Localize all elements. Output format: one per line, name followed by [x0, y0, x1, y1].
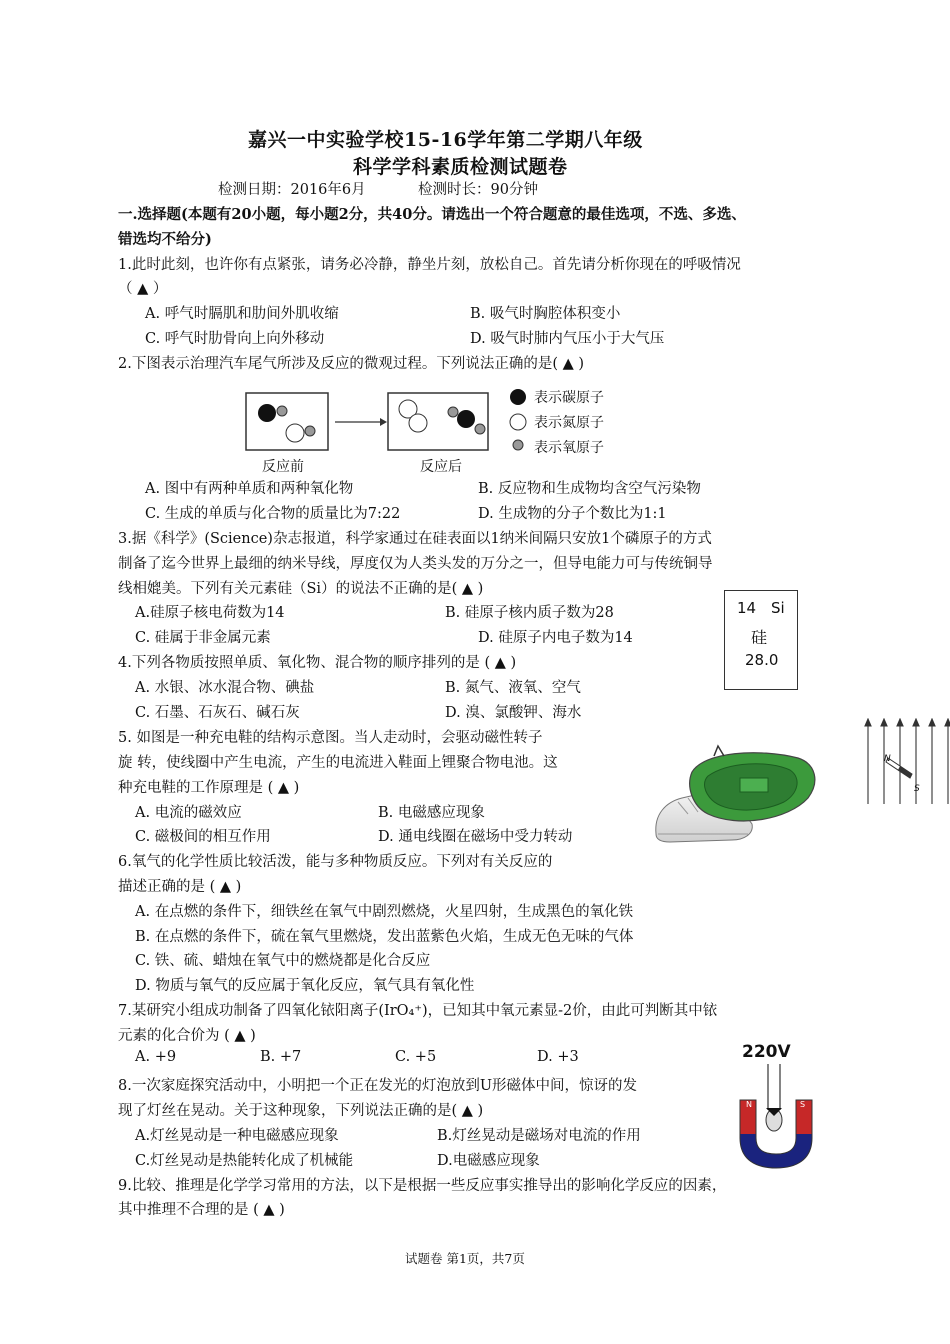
- compass-n-label: N: [884, 754, 891, 764]
- section-heading-line-1: 一.选择题(本题有20小题，每小题2分，共40分。请选出一个符合题意的最佳选项，不选、多选、: [118, 206, 746, 223]
- q7-option-c: C. +5: [395, 1049, 437, 1065]
- charging-shoe-image: [648, 742, 820, 848]
- label-after: 反应后: [420, 459, 462, 475]
- q2-option-c: C. 生成的单质与化合物的质量比为7:22: [145, 506, 401, 522]
- carbon-atom: [457, 410, 475, 428]
- legend-nitrogen: 表示氮原子: [534, 415, 604, 431]
- q4-option-d: D. 溴、氯酸钾、海水: [445, 705, 582, 721]
- title-line-1: 嘉兴一中实验学校15-16学年第二学期八年级: [248, 129, 643, 151]
- q5-stem-2: 旋 转，使线圈中产生电流，产生的电流进入鞋面上锂聚合物电池。这: [118, 755, 558, 771]
- magnetic-field-compass: [862, 718, 950, 806]
- q8-option-b: B.灯丝晃动是磁场对电流的作用: [437, 1128, 641, 1144]
- q7-option-d: D. +3: [537, 1049, 579, 1065]
- q1-answer-blank: （ ▲ ）: [118, 281, 168, 297]
- q1-stem: 1.此时此刻，也许你有点紧张，请务必冷静，静坐片刻，放松自己。首先请分析你现在的呼吸情况: [118, 257, 741, 273]
- q1-option-b: B. 吸气时胸腔体积变小: [470, 306, 621, 322]
- q1-option-a: A. 呼气时膈肌和肋间外肌收缩: [145, 306, 339, 322]
- legend-carbon: 表示碳原子: [534, 390, 604, 406]
- q7-option-b: B. +7: [260, 1049, 302, 1065]
- q9-stem-1: 9.比较、推理是化学学习常用的方法，以下是根据一些反应事实推导出的影响化学反应的因素，: [118, 1178, 727, 1194]
- q3-option-a: A.硅原子核电荷数为14: [135, 605, 285, 621]
- element-symbol: Si: [771, 599, 785, 617]
- element-atomic-number: 14: [737, 599, 757, 617]
- q2-option-a: A. 图中有两种单质和两种氧化物: [145, 481, 354, 497]
- q7-stem-1: 7.某研究小组成功制备了四氧化铱阳离子(IrO₄⁺)，已知其中氧元素显-2价，由此可判断其中铱: [118, 1003, 718, 1019]
- q7-stem-2: 元素的化合价为 ( ▲ ): [118, 1028, 256, 1044]
- q9-stem-2: 其中推理不合理的是 ( ▲ ): [118, 1202, 285, 1218]
- q2-stem: 2.下图表示治理汽车尾气所涉及反应的微观过程。下列说法正确的是( ▲ ): [118, 356, 585, 372]
- q6-option-b: B. 在点燃的条件下，硫在氧气里燃烧，发出蓝紫色火焰，生成无色无味的气体: [135, 929, 634, 945]
- q5-stem-3: 种充电鞋的工作原理是 ( ▲ ): [118, 780, 300, 796]
- q4-option-c: C. 石墨、石灰石、碱石灰: [135, 705, 300, 721]
- page-footer: 试题卷 第1页，共7页: [405, 1251, 525, 1266]
- q5-option-a: A. 电流的磁效应: [135, 805, 242, 821]
- q4-option-b: B. 氮气、液氧、空气: [445, 680, 581, 696]
- q5-stem-1: 5. 如图是一种充电鞋的结构示意图。当人走动时，会驱动磁性转子: [118, 730, 543, 746]
- element-name: 硅: [751, 628, 768, 647]
- element-mass: 28.0: [745, 651, 779, 669]
- q5-option-b: B. 电磁感应现象: [378, 805, 485, 821]
- q5-option-c: C. 磁极间的相互作用: [135, 829, 271, 845]
- q6-option-a: A. 在点燃的条件下，细铁丝在氧气中剧烈燃烧，火星四射，生成黑色的氧化铁: [135, 904, 634, 920]
- q8-stem-2: 现了灯丝在晃动。关于这种现象，下列说法正确的是( ▲ ): [118, 1103, 484, 1119]
- q3-stem-1: 3.据《科学》(Science)杂志报道，科学家通过在硅表面以1纳米间隔只安放1个磷原子的方式: [118, 531, 712, 547]
- q3-option-c: C. 硅属于非金属元素: [135, 630, 271, 646]
- q2-option-d: D. 生成物的分子个数比为1:1: [478, 506, 667, 522]
- legend-carbon-icon: [510, 389, 526, 405]
- q3-stem-3: 线相媲美。下列有关元素硅（Si）的说法不正确的是( ▲ ): [118, 581, 484, 597]
- q6-option-c: C. 铁、硫、蜡烛在氧气中的燃烧都是化合反应: [135, 953, 431, 969]
- title-line-2: 科学学科素质检测试题卷: [353, 156, 568, 178]
- legend-oxygen: 表示氧原子: [534, 440, 604, 456]
- q4-option-a: A. 水银、冰水混合物、碘盐: [135, 680, 315, 696]
- oxygen-atom: [475, 424, 485, 434]
- exam-duration: 检测时长：90分钟: [418, 182, 538, 198]
- q3-option-d: D. 硅原子内电子数为14: [478, 630, 633, 646]
- before-box: [246, 393, 328, 450]
- compass-s-label: S: [914, 784, 920, 794]
- q1-option-c: C. 呼气时肋骨向上向外移动: [145, 331, 325, 347]
- oxygen-atom: [448, 407, 458, 417]
- carbon-atom: [258, 404, 276, 422]
- exam-date: 检测日期：2016年6月: [218, 182, 366, 198]
- legend-oxygen-icon: [513, 440, 523, 450]
- nitrogen-atom: [286, 424, 304, 442]
- oxygen-atom: [277, 406, 287, 416]
- q3-option-b: B. 硅原子核内质子数为28: [445, 605, 614, 621]
- element-card-silicon: [724, 590, 798, 690]
- voltage-label: 220V: [742, 1042, 791, 1062]
- q5-option-d: D. 通电线圈在磁场中受力转动: [378, 829, 573, 845]
- q6-option-d: D. 物质与氧气的反应属于氧化反应，氧气具有氧化性: [135, 978, 475, 994]
- q1-option-d: D. 吸气时肺内气压小于大气压: [470, 331, 665, 347]
- q6-stem-1: 6.氧气的化学性质比较活泼，能与多种物质反应。下列对有关反应的: [118, 854, 553, 870]
- q7-option-a: A. +9: [135, 1049, 177, 1065]
- legend-nitrogen-icon: [510, 414, 526, 430]
- q6-stem-2: 描述正确的是 ( ▲ ): [118, 879, 242, 895]
- magnet-n-pole: N: [746, 1100, 752, 1109]
- oxygen-atom: [305, 426, 315, 436]
- u-magnet-bulb-image: [736, 1064, 816, 1170]
- label-before: 反应前: [262, 459, 304, 475]
- q8-option-c: C.灯丝晃动是热能转化成了机械能: [135, 1153, 354, 1169]
- q3-stem-2: 制备了迄今世界上最细的纳米导线，厚度仅为人类头发的万分之一，但导电能力可与传统铜导: [118, 556, 713, 572]
- q8-option-d: D.电磁感应现象: [437, 1153, 540, 1169]
- magnet-s-pole: S: [800, 1100, 806, 1109]
- q2-option-b: B. 反应物和生成物均含空气污染物: [478, 481, 701, 497]
- nitrogen-atom: [409, 414, 427, 432]
- q8-option-a: A.灯丝晃动是一种电磁感应现象: [135, 1128, 339, 1144]
- q4-stem: 4.下列各物质按照单质、氧化物、混合物的顺序排列的是 ( ▲ ): [118, 655, 517, 671]
- q8-stem-1: 8.一次家庭探究活动中，小明把一个正在发光的灯泡放到U形磁体中间，惊讶的发: [118, 1078, 638, 1094]
- section-heading-line-2: 错选均不给分): [118, 231, 212, 248]
